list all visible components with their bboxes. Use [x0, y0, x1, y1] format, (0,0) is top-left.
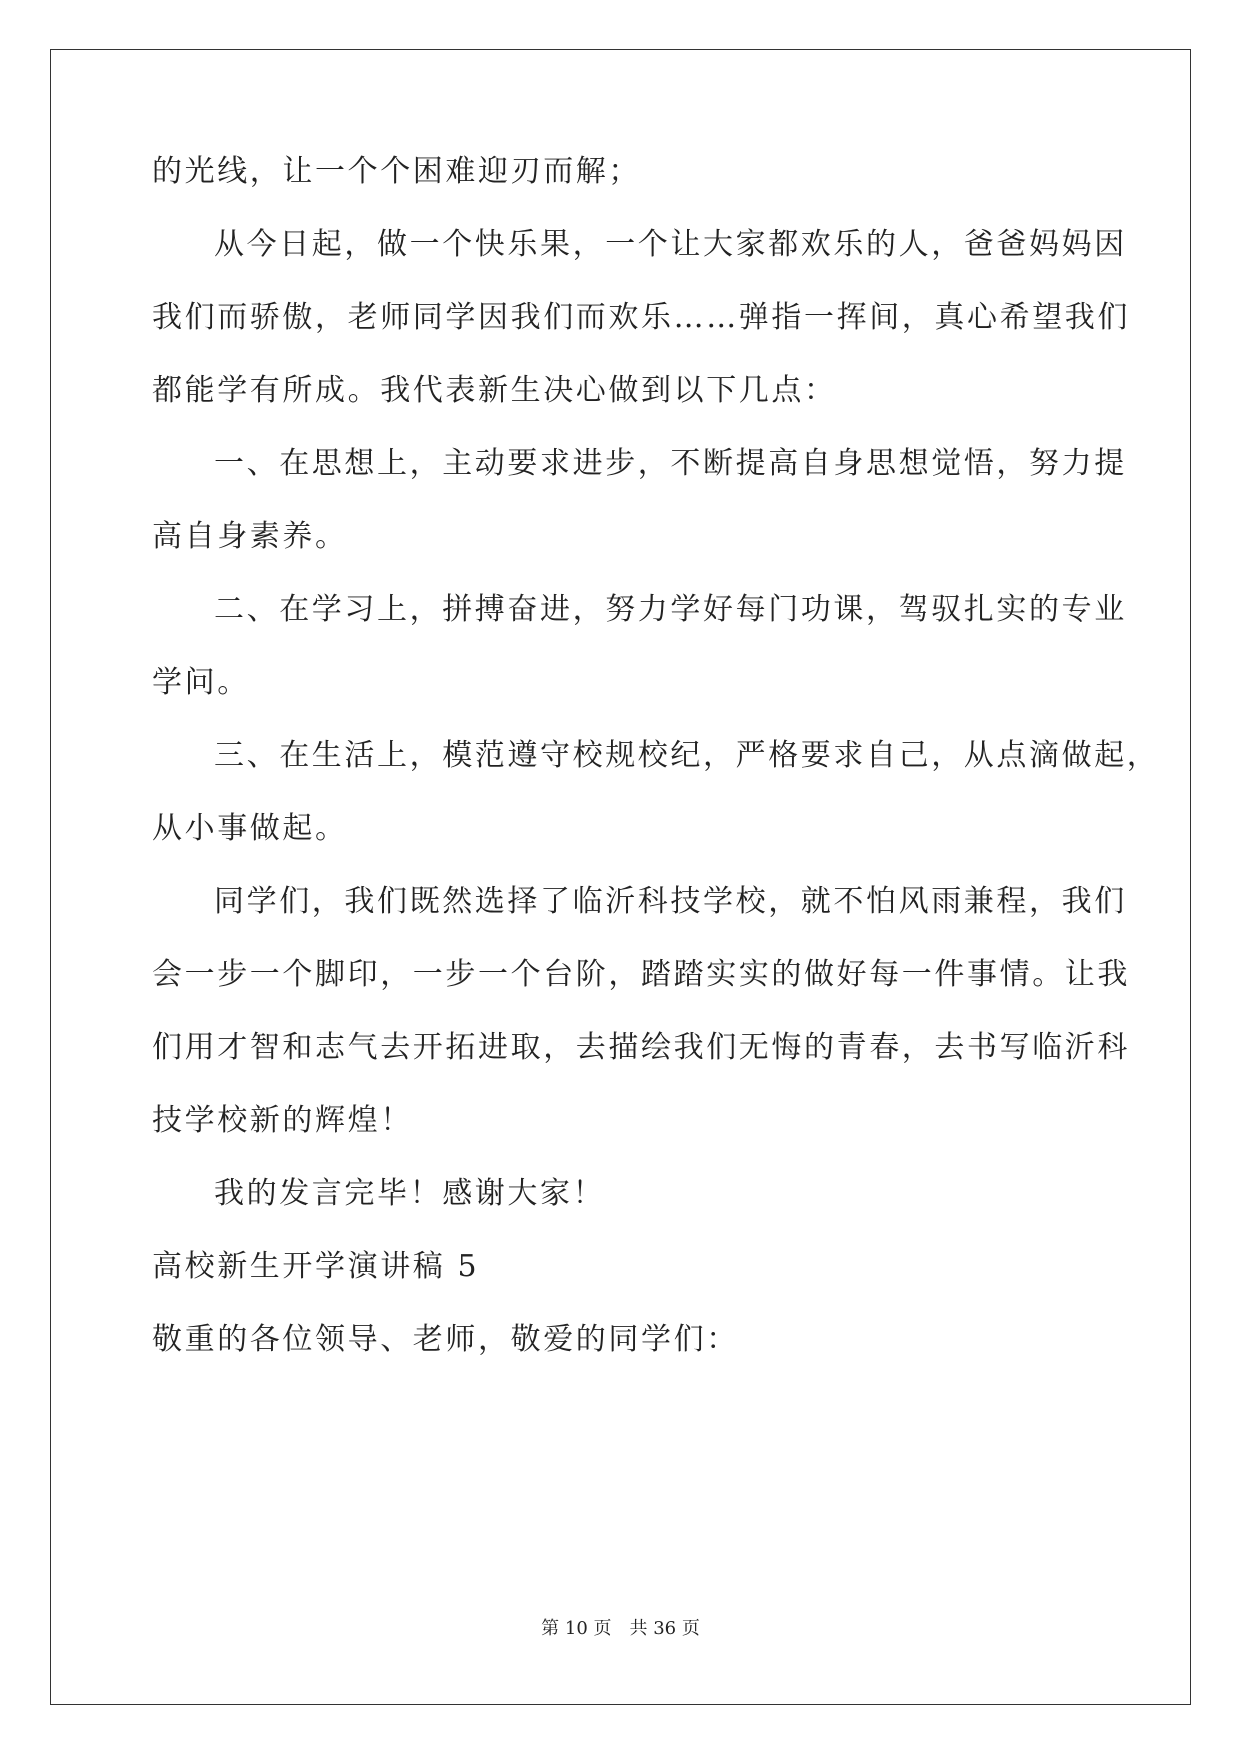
- text-line: 学问。: [152, 665, 250, 700]
- text-line: 的光线，让一个个困难迎刃而解；: [152, 154, 641, 189]
- text-line: 我们而骄傲，老师同学因我们而欢乐……弹指一挥间，真心希望我们: [152, 300, 1130, 335]
- section-heading: 高校新生开学演讲稿 5: [152, 1249, 480, 1284]
- paragraph-first-line: 二、在学习上，拼搏奋进，努力学好每门功课，驾驭扎实的专业: [214, 592, 1127, 627]
- salutation: 敬重的各位领导、老师，敬爱的同学们：: [152, 1322, 739, 1357]
- page-footer: [0, 1617, 1241, 1641]
- paragraph-first-line: 同学们，我们既然选择了临沂科技学校，就不怕风雨兼程，我们: [214, 884, 1127, 919]
- text-line: 会一步一个脚印，一步一个台阶，踏踏实实的做好每一件事情。让我: [152, 957, 1130, 992]
- text-line: 们用才智和志气去开拓进取，去描绘我们无悔的青春，去书写临沂科: [152, 1030, 1130, 1065]
- text-line: 高自身素养。: [152, 519, 348, 554]
- text-line: 技学校新的辉煌！: [152, 1103, 413, 1138]
- paragraph-first-line: 我的发言完毕！感谢大家！: [214, 1176, 606, 1211]
- text-line: 从小事做起。: [152, 811, 348, 846]
- paragraph-first-line: 从今日起，做一个快乐果，一个让大家都欢乐的人，爸爸妈妈因: [214, 227, 1127, 262]
- page-number: 第 10 页 共 36 页: [541, 1618, 700, 1639]
- text-line: 都能学有所成。我代表新生决心做到以下几点：: [152, 373, 837, 408]
- paragraph-first-line: 一、在思想上，主动要求进步，不断提高自身思想觉悟，努力提: [214, 446, 1127, 481]
- paragraph-first-line: 三、在生活上，模范遵守校规校纪，严格要求自己，从点滴做起，: [214, 738, 1160, 773]
